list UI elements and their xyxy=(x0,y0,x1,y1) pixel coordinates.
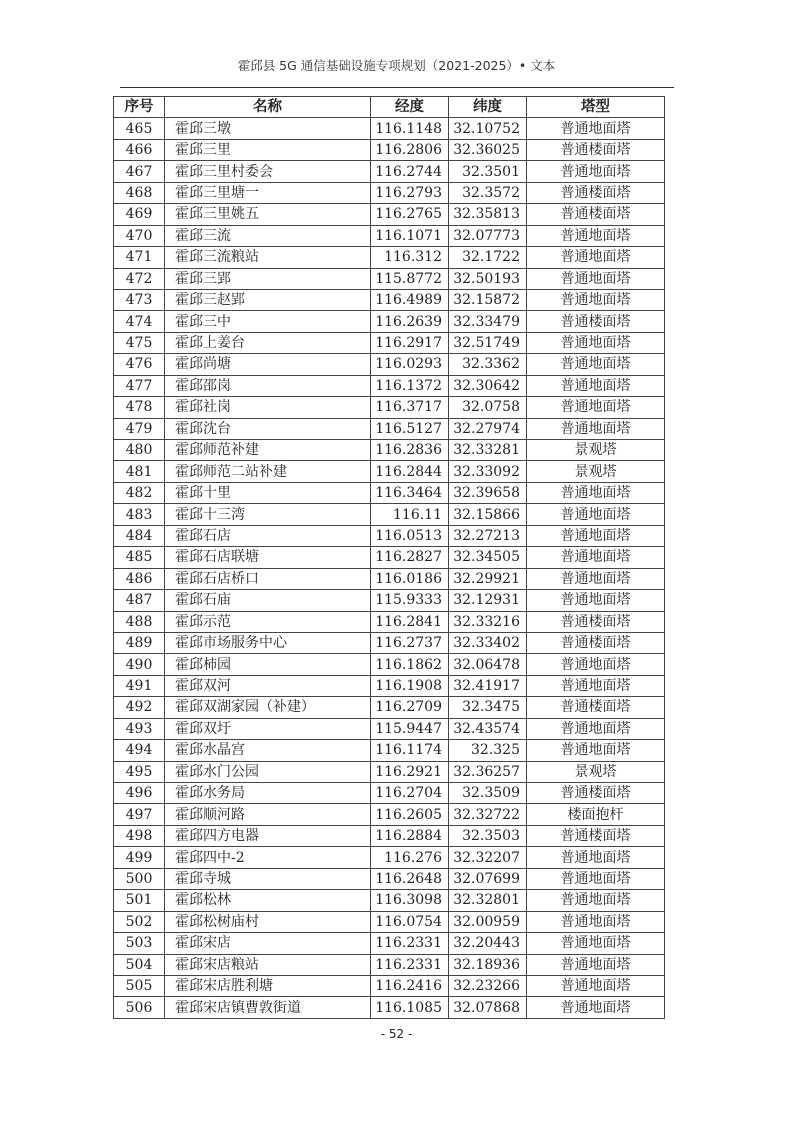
index-cell: 471 xyxy=(114,247,165,268)
latitude-cell: 32.3503 xyxy=(449,825,527,846)
latitude-cell: 32.39658 xyxy=(449,482,527,503)
table-row xyxy=(114,675,665,696)
latitude-cell: 32.36025 xyxy=(449,139,527,160)
latitude-cell: 32.3501 xyxy=(449,161,527,182)
longitude-cell: 116.2841 xyxy=(371,611,449,632)
table-row xyxy=(114,440,665,461)
longitude-cell: 116.2827 xyxy=(371,547,449,568)
longitude-cell: 116.2806 xyxy=(371,139,449,160)
index-cell: 491 xyxy=(114,675,165,696)
latitude-cell: 32.36257 xyxy=(449,761,527,782)
latitude-cell: 32.32801 xyxy=(449,890,527,911)
longitude-cell: 116.2648 xyxy=(371,868,449,889)
table-row xyxy=(114,354,665,375)
longitude-cell: 116.2737 xyxy=(371,632,449,653)
index-cell: 468 xyxy=(114,182,165,203)
table-row xyxy=(114,182,665,203)
tower-type-cell: 普通地面塔 xyxy=(527,547,665,568)
table-row xyxy=(114,161,665,182)
longitude-cell: 116.2605 xyxy=(371,804,449,825)
latitude-cell: 32.3572 xyxy=(449,182,527,203)
longitude-cell: 116.3717 xyxy=(371,397,449,418)
column-header-latitude: 纬度 xyxy=(449,97,527,118)
table-row xyxy=(114,568,665,589)
tower-type-cell: 普通地面塔 xyxy=(527,847,665,868)
tower-type-cell: 普通地面塔 xyxy=(527,590,665,611)
tower-type-cell: 普通楼面塔 xyxy=(527,697,665,718)
header-rule xyxy=(120,87,674,88)
index-cell: 475 xyxy=(114,332,165,353)
latitude-cell: 32.06478 xyxy=(449,654,527,675)
name-cell: 霍邱三流粮站 xyxy=(165,247,371,268)
index-cell: 502 xyxy=(114,911,165,932)
name-cell: 霍邱市场服务中心 xyxy=(165,632,371,653)
longitude-cell: 116.2416 xyxy=(371,975,449,996)
table-row xyxy=(114,783,665,804)
tower-type-cell: 普通地面塔 xyxy=(527,375,665,396)
longitude-cell: 115.9333 xyxy=(371,590,449,611)
longitude-cell: 116.5127 xyxy=(371,418,449,439)
longitude-cell: 116.1174 xyxy=(371,740,449,761)
index-cell: 495 xyxy=(114,761,165,782)
name-cell: 霍邱水晶宫 xyxy=(165,740,371,761)
name-cell: 霍邱顺河路 xyxy=(165,804,371,825)
name-cell: 霍邱松树庙村 xyxy=(165,911,371,932)
latitude-cell: 32.29921 xyxy=(449,568,527,589)
name-cell: 霍邱四方电器 xyxy=(165,825,371,846)
name-cell: 霍邱石店联塘 xyxy=(165,547,371,568)
index-cell: 477 xyxy=(114,375,165,396)
index-cell: 485 xyxy=(114,547,165,568)
tower-type-cell: 普通楼面塔 xyxy=(527,611,665,632)
name-cell: 霍邱示范 xyxy=(165,611,371,632)
tower-type-cell: 普通地面塔 xyxy=(527,568,665,589)
tower-type-cell: 普通地面塔 xyxy=(527,890,665,911)
index-cell: 496 xyxy=(114,783,165,804)
index-cell: 483 xyxy=(114,504,165,525)
table-row xyxy=(114,418,665,439)
table-row xyxy=(114,632,665,653)
index-cell: 472 xyxy=(114,268,165,289)
tower-type-cell: 普通地面塔 xyxy=(527,740,665,761)
index-cell: 480 xyxy=(114,440,165,461)
index-cell: 497 xyxy=(114,804,165,825)
latitude-cell: 32.0758 xyxy=(449,397,527,418)
tower-type-cell: 普通楼面塔 xyxy=(527,783,665,804)
tower-type-cell: 普通地面塔 xyxy=(527,332,665,353)
index-cell: 503 xyxy=(114,933,165,954)
name-cell: 霍邱石店桥口 xyxy=(165,568,371,589)
latitude-cell: 32.15866 xyxy=(449,504,527,525)
latitude-cell: 32.325 xyxy=(449,740,527,761)
index-cell: 488 xyxy=(114,611,165,632)
table-row xyxy=(114,225,665,246)
longitude-cell: 116.2704 xyxy=(371,783,449,804)
table-row xyxy=(114,697,665,718)
index-cell: 479 xyxy=(114,418,165,439)
longitude-cell: 116.1071 xyxy=(371,225,449,246)
tower-site-table xyxy=(113,96,665,1019)
longitude-cell: 116.2836 xyxy=(371,440,449,461)
table-row xyxy=(114,654,665,675)
name-cell: 霍邱十三湾 xyxy=(165,504,371,525)
tower-type-cell: 普通地面塔 xyxy=(527,525,665,546)
longitude-cell: 115.9447 xyxy=(371,718,449,739)
running-header: 霍邱县 5G 通信基础设施专项规划（2021-2025）• 文本 xyxy=(237,58,556,73)
tower-type-cell: 普通地面塔 xyxy=(527,482,665,503)
latitude-cell: 32.33479 xyxy=(449,311,527,332)
latitude-cell: 32.15872 xyxy=(449,289,527,310)
tower-type-cell: 普通地面塔 xyxy=(527,268,665,289)
column-header-name: 名称 xyxy=(165,97,371,118)
index-cell: 467 xyxy=(114,161,165,182)
index-cell: 494 xyxy=(114,740,165,761)
page-number: - 52 - xyxy=(380,1027,413,1041)
name-cell: 霍邱师范补建 xyxy=(165,440,371,461)
name-cell: 霍邱双圩 xyxy=(165,718,371,739)
name-cell: 霍邱师范二站补建 xyxy=(165,461,371,482)
longitude-cell: 116.1085 xyxy=(371,997,449,1018)
table-row xyxy=(114,525,665,546)
table-row xyxy=(114,868,665,889)
name-cell: 霍邱沈台 xyxy=(165,418,371,439)
name-cell: 霍邱宋店镇曹敦街道 xyxy=(165,997,371,1018)
longitude-cell: 116.2793 xyxy=(371,182,449,203)
tower-type-cell: 普通地面塔 xyxy=(527,911,665,932)
table-row xyxy=(114,268,665,289)
tower-type-cell: 普通地面塔 xyxy=(527,975,665,996)
index-cell: 484 xyxy=(114,525,165,546)
tower-type-cell: 普通地面塔 xyxy=(527,289,665,310)
index-cell: 499 xyxy=(114,847,165,868)
name-cell: 霍邱双河 xyxy=(165,675,371,696)
index-cell: 470 xyxy=(114,225,165,246)
tower-type-cell: 普通地面塔 xyxy=(527,247,665,268)
name-cell: 霍邱十里 xyxy=(165,482,371,503)
longitude-cell: 116.1372 xyxy=(371,375,449,396)
latitude-cell: 32.07868 xyxy=(449,997,527,1018)
tower-type-cell: 普通地面塔 xyxy=(527,868,665,889)
latitude-cell: 32.3509 xyxy=(449,783,527,804)
latitude-cell: 32.33281 xyxy=(449,440,527,461)
table-row xyxy=(114,804,665,825)
index-cell: 487 xyxy=(114,590,165,611)
tower-type-cell: 普通地面塔 xyxy=(527,161,665,182)
table-row xyxy=(114,718,665,739)
name-cell: 霍邱石庙 xyxy=(165,590,371,611)
longitude-cell: 116.2765 xyxy=(371,204,449,225)
latitude-cell: 32.33092 xyxy=(449,461,527,482)
latitude-cell: 32.50193 xyxy=(449,268,527,289)
longitude-cell: 116.4989 xyxy=(371,289,449,310)
table-row xyxy=(114,139,665,160)
index-cell: 500 xyxy=(114,868,165,889)
name-cell: 霍邱松林 xyxy=(165,890,371,911)
tower-type-cell: 普通地面塔 xyxy=(527,397,665,418)
name-cell: 霍邱三流 xyxy=(165,225,371,246)
name-cell: 霍邱水门公园 xyxy=(165,761,371,782)
tower-type-cell: 普通楼面塔 xyxy=(527,311,665,332)
index-cell: 493 xyxy=(114,718,165,739)
longitude-cell: 116.0293 xyxy=(371,354,449,375)
table-row xyxy=(114,825,665,846)
index-cell: 505 xyxy=(114,975,165,996)
tower-type-cell: 普通地面塔 xyxy=(527,997,665,1018)
longitude-cell: 116.3464 xyxy=(371,482,449,503)
longitude-cell: 116.3098 xyxy=(371,890,449,911)
index-cell: 490 xyxy=(114,654,165,675)
table-row xyxy=(114,997,665,1018)
tower-type-cell: 普通地面塔 xyxy=(527,933,665,954)
name-cell: 霍邱三郢 xyxy=(165,268,371,289)
longitude-cell: 115.8772 xyxy=(371,268,449,289)
table-row xyxy=(114,933,665,954)
longitude-cell: 116.2917 xyxy=(371,332,449,353)
index-cell: 474 xyxy=(114,311,165,332)
table-row xyxy=(114,461,665,482)
tower-type-cell: 普通楼面塔 xyxy=(527,139,665,160)
latitude-cell: 32.07699 xyxy=(449,868,527,889)
name-cell: 霍邱四中-2 xyxy=(165,847,371,868)
table-row xyxy=(114,890,665,911)
table-row xyxy=(114,332,665,353)
index-cell: 506 xyxy=(114,997,165,1018)
tower-type-cell: 普通地面塔 xyxy=(527,418,665,439)
tower-type-cell: 普通地面塔 xyxy=(527,718,665,739)
name-cell: 霍邱三墩 xyxy=(165,118,371,139)
latitude-cell: 32.43574 xyxy=(449,718,527,739)
latitude-cell: 32.23266 xyxy=(449,975,527,996)
tower-type-cell: 普通地面塔 xyxy=(527,504,665,525)
index-cell: 501 xyxy=(114,890,165,911)
latitude-cell: 32.18936 xyxy=(449,954,527,975)
name-cell: 霍邱寺城 xyxy=(165,868,371,889)
latitude-cell: 32.12931 xyxy=(449,590,527,611)
column-header-index: 序号 xyxy=(114,97,165,118)
table-row xyxy=(114,247,665,268)
name-cell: 霍邱柿园 xyxy=(165,654,371,675)
tower-type-cell: 景观塔 xyxy=(527,440,665,461)
latitude-cell: 32.33216 xyxy=(449,611,527,632)
name-cell: 霍邱宋店胜利塘 xyxy=(165,975,371,996)
name-cell: 霍邱三里 xyxy=(165,139,371,160)
name-cell: 霍邱尚塘 xyxy=(165,354,371,375)
index-cell: 478 xyxy=(114,397,165,418)
table-row xyxy=(114,761,665,782)
longitude-cell: 116.0186 xyxy=(371,568,449,589)
latitude-cell: 32.35813 xyxy=(449,204,527,225)
index-cell: 498 xyxy=(114,825,165,846)
table-row xyxy=(114,482,665,503)
name-cell: 霍邱社岗 xyxy=(165,397,371,418)
index-cell: 466 xyxy=(114,139,165,160)
column-header-longitude: 经度 xyxy=(371,97,449,118)
table-row xyxy=(114,611,665,632)
longitude-cell: 116.2921 xyxy=(371,761,449,782)
longitude-cell: 116.2744 xyxy=(371,161,449,182)
table-row xyxy=(114,740,665,761)
tower-type-cell: 普通地面塔 xyxy=(527,654,665,675)
table-row xyxy=(114,975,665,996)
table-row xyxy=(114,397,665,418)
longitude-cell: 116.1148 xyxy=(371,118,449,139)
index-cell: 486 xyxy=(114,568,165,589)
name-cell: 霍邱三里村委会 xyxy=(165,161,371,182)
longitude-cell: 116.1908 xyxy=(371,675,449,696)
tower-type-cell: 普通地面塔 xyxy=(527,675,665,696)
name-cell: 霍邱上姜台 xyxy=(165,332,371,353)
longitude-cell: 116.11 xyxy=(371,504,449,525)
longitude-cell: 116.2331 xyxy=(371,933,449,954)
index-cell: 481 xyxy=(114,461,165,482)
name-cell: 霍邱宋店 xyxy=(165,933,371,954)
tower-type-cell: 普通地面塔 xyxy=(527,118,665,139)
longitude-cell: 116.1862 xyxy=(371,654,449,675)
name-cell: 霍邱水务局 xyxy=(165,783,371,804)
tower-type-cell: 普通地面塔 xyxy=(527,354,665,375)
table-row xyxy=(114,204,665,225)
index-cell: 489 xyxy=(114,632,165,653)
tower-type-cell: 普通楼面塔 xyxy=(527,204,665,225)
longitude-cell: 116.276 xyxy=(371,847,449,868)
name-cell: 霍邱三中 xyxy=(165,311,371,332)
longitude-cell: 116.2331 xyxy=(371,954,449,975)
table-header-row xyxy=(114,97,665,118)
latitude-cell: 32.34505 xyxy=(449,547,527,568)
longitude-cell: 116.2639 xyxy=(371,311,449,332)
latitude-cell: 32.27974 xyxy=(449,418,527,439)
longitude-cell: 116.312 xyxy=(371,247,449,268)
tower-type-cell: 普通楼面塔 xyxy=(527,632,665,653)
name-cell: 霍邱宋店粮站 xyxy=(165,954,371,975)
table-row xyxy=(114,590,665,611)
latitude-cell: 32.3362 xyxy=(449,354,527,375)
index-cell: 492 xyxy=(114,697,165,718)
index-cell: 465 xyxy=(114,118,165,139)
latitude-cell: 32.10752 xyxy=(449,118,527,139)
longitude-cell: 116.2884 xyxy=(371,825,449,846)
table-row xyxy=(114,847,665,868)
tower-type-cell: 普通楼面塔 xyxy=(527,825,665,846)
table-row xyxy=(114,504,665,525)
latitude-cell: 32.20443 xyxy=(449,933,527,954)
table-row xyxy=(114,375,665,396)
longitude-cell: 116.0754 xyxy=(371,911,449,932)
table-row xyxy=(114,289,665,310)
index-cell: 482 xyxy=(114,482,165,503)
latitude-cell: 32.51749 xyxy=(449,332,527,353)
tower-type-cell: 景观塔 xyxy=(527,761,665,782)
tower-type-cell: 普通楼面塔 xyxy=(527,182,665,203)
name-cell: 霍邱邵岗 xyxy=(165,375,371,396)
name-cell: 霍邱三里姚五 xyxy=(165,204,371,225)
longitude-cell: 116.2844 xyxy=(371,461,449,482)
tower-type-cell: 景观塔 xyxy=(527,461,665,482)
tower-type-cell: 普通地面塔 xyxy=(527,225,665,246)
latitude-cell: 32.32722 xyxy=(449,804,527,825)
tower-type-cell: 楼面抱杆 xyxy=(527,804,665,825)
latitude-cell: 32.1722 xyxy=(449,247,527,268)
index-cell: 504 xyxy=(114,954,165,975)
latitude-cell: 32.27213 xyxy=(449,525,527,546)
latitude-cell: 32.41917 xyxy=(449,675,527,696)
latitude-cell: 32.33402 xyxy=(449,632,527,653)
index-cell: 469 xyxy=(114,204,165,225)
table-row xyxy=(114,954,665,975)
column-header-tower-type: 塔型 xyxy=(527,97,665,118)
index-cell: 476 xyxy=(114,354,165,375)
latitude-cell: 32.07773 xyxy=(449,225,527,246)
name-cell: 霍邱三里塘一 xyxy=(165,182,371,203)
name-cell: 霍邱三赵郢 xyxy=(165,289,371,310)
table-row xyxy=(114,911,665,932)
longitude-cell: 116.0513 xyxy=(371,525,449,546)
table-row xyxy=(114,547,665,568)
longitude-cell: 116.2709 xyxy=(371,697,449,718)
latitude-cell: 32.30642 xyxy=(449,375,527,396)
tower-type-cell: 普通地面塔 xyxy=(527,954,665,975)
latitude-cell: 32.00959 xyxy=(449,911,527,932)
latitude-cell: 32.3475 xyxy=(449,697,527,718)
table-row xyxy=(114,311,665,332)
name-cell: 霍邱双湖家园（补建） xyxy=(165,697,371,718)
index-cell: 473 xyxy=(114,289,165,310)
latitude-cell: 32.32207 xyxy=(449,847,527,868)
name-cell: 霍邱石店 xyxy=(165,525,371,546)
table-row xyxy=(114,118,665,139)
